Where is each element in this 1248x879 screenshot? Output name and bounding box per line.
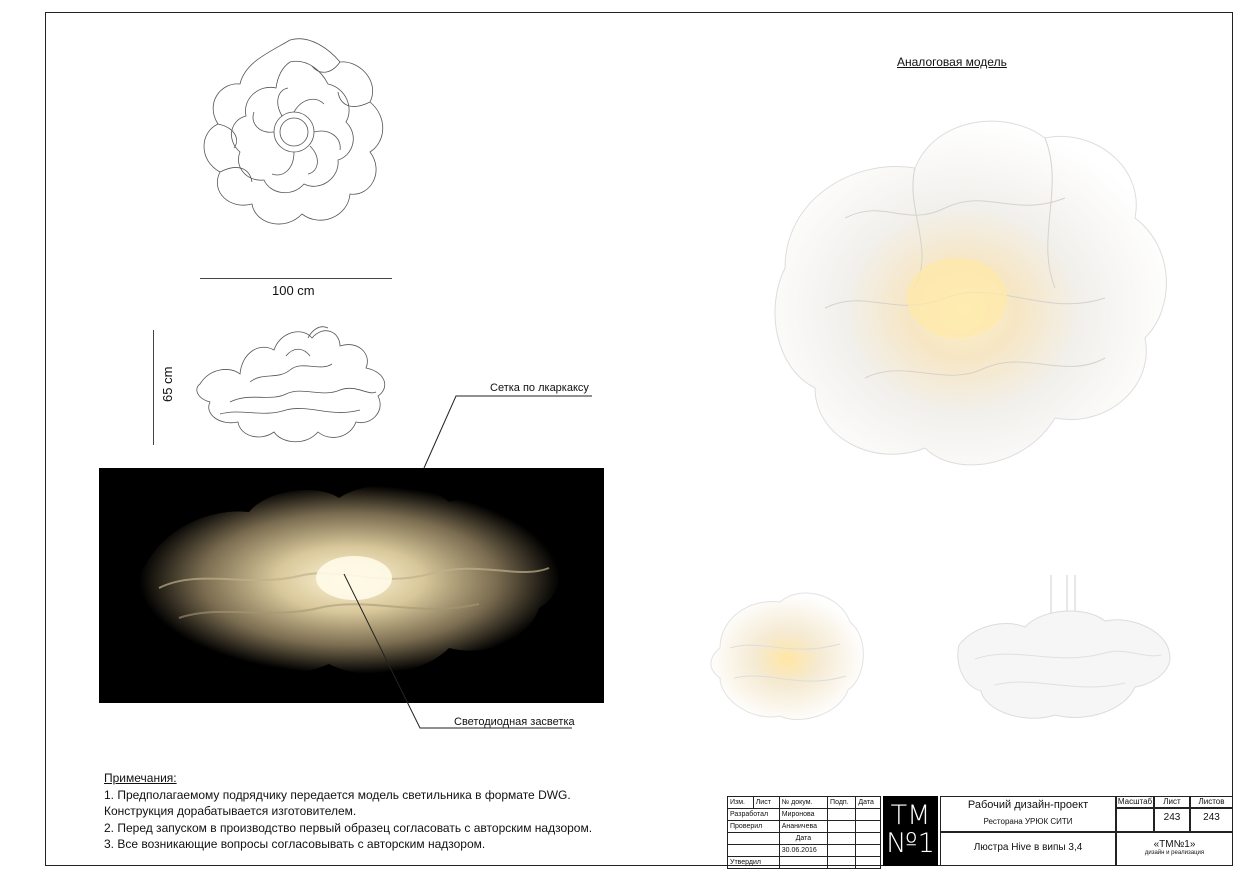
notes-block: [104, 770, 592, 853]
logo-line-2: №1: [886, 828, 935, 859]
notes-line: Конструкция дорабатывается изготовителем.: [104, 804, 357, 818]
stamp-role: Проверил: [728, 821, 780, 833]
stamp-name: Дата: [779, 833, 827, 845]
stamp-name: Ананичева: [779, 821, 827, 833]
side-view-drawing: [190, 322, 395, 452]
logo-line-1: TM: [890, 800, 931, 831]
title-project: Рабочий дизайн-проект: [967, 799, 1089, 811]
callout-frame-label: Сетка по лкаркаксу: [490, 382, 589, 394]
stamp-name: Миронова: [779, 809, 827, 821]
dimension-height-label: 65 cm: [160, 366, 175, 402]
top-view-drawing: [190, 32, 390, 237]
title-client: Ресторана УРЮК СИТИ: [983, 817, 1073, 826]
stamp-header: Подп.: [828, 797, 856, 809]
callout-led-leader: [340, 570, 580, 730]
company-box: [1116, 832, 1233, 866]
title-project-box: [940, 796, 1116, 832]
stamp-name: [779, 857, 827, 869]
analog-chandelier-photo: [745, 88, 1185, 488]
company-sub: дизайн и реализация: [1144, 850, 1205, 856]
title-drawing-box: [940, 832, 1116, 866]
small-white-chandelier-photo: [955, 575, 1175, 730]
stamp-header: № докум.: [779, 797, 827, 809]
revision-stamp-table: [727, 796, 881, 869]
notes-line: 2. Перед запуском в производство первый образец согласовать с авторским надзором.: [104, 820, 593, 835]
callout-led-label: Светодиодная засветка: [454, 716, 575, 728]
dimension-line-width: [200, 278, 392, 279]
stamp-header: Дата: [856, 797, 881, 809]
callout-frame-leader: [420, 390, 600, 480]
title-drawing: Люстра Hive в випы 3,4: [973, 842, 1083, 853]
sheet-label: Лист: [1154, 796, 1190, 808]
notes-line: 3. Все возникающие вопросы согласовывать с авторским надзором.: [104, 837, 486, 851]
stamp-role: Разработал: [728, 809, 780, 821]
stamp-header: Лист: [753, 797, 779, 809]
stamp-role: [728, 845, 780, 857]
tm1-logo: [883, 796, 938, 866]
small-lit-chandelier-photo: [700, 578, 870, 728]
sheet-value: 243: [1154, 808, 1190, 832]
stamp-role: [728, 833, 780, 845]
stamp-header: Изм.: [728, 797, 754, 809]
notes-line: 1. Предполагаемому подрядчику передается модель светильника в формате DWG.: [104, 787, 571, 802]
stamp-date: 30.06.2016: [779, 845, 827, 857]
company-name: «ТМ№1»: [1153, 839, 1196, 850]
scale-label: Масштаб: [1117, 797, 1153, 806]
scale-value: [1116, 808, 1154, 832]
dimension-width-label: 100 cm: [272, 283, 315, 298]
stamp-role: Утвердил: [728, 857, 780, 869]
sheets-label: Листов: [1190, 796, 1233, 808]
sheets-value: 243: [1190, 808, 1233, 832]
analog-model-title: Аналоговая модель: [897, 55, 1007, 69]
notes-title: Примечания:: [104, 771, 177, 785]
dimension-line-height: [153, 330, 154, 445]
